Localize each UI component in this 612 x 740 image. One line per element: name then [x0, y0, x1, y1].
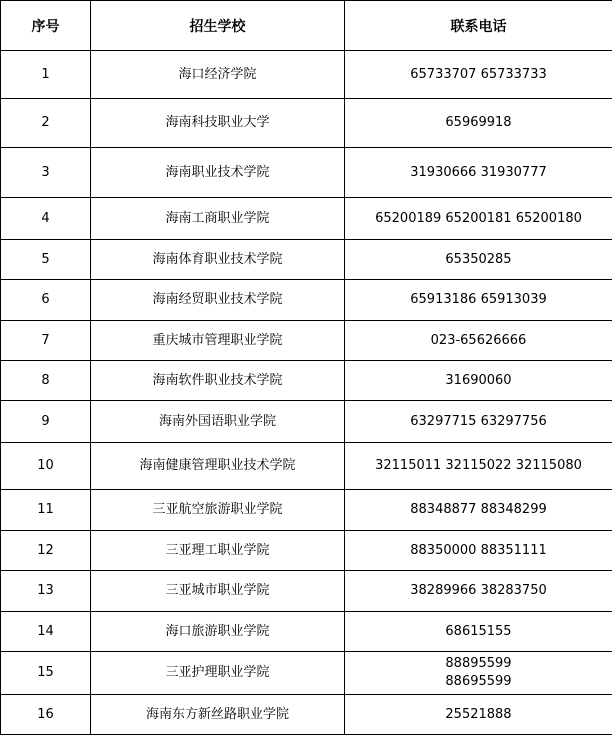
phone-number: 65969918	[445, 115, 512, 130]
table-row	[1, 571, 612, 612]
phone-cell	[345, 531, 612, 571]
phone-cell	[345, 695, 612, 735]
phone-number: 32115011 32115022 32115080	[375, 458, 582, 473]
header-phone: 联系电话	[345, 1, 612, 51]
school-name: 海口经济学院	[91, 51, 345, 99]
row-number: 4	[1, 198, 91, 240]
table-row	[1, 652, 612, 695]
phone-number: 63297715 63297756	[410, 413, 547, 429]
table-row	[1, 99, 612, 148]
phone-cell	[345, 99, 612, 148]
phone-cell	[345, 148, 612, 198]
school-name: 海口旅游职业学院	[91, 612, 345, 652]
phone-number: 023-65626666	[430, 332, 527, 348]
row-number: 10	[1, 443, 91, 490]
table-row	[1, 240, 612, 280]
school-name: 海南科技职业大学	[91, 99, 345, 148]
school-name: 海南健康管理职业技术学院	[91, 443, 345, 490]
phone-cell	[345, 443, 612, 490]
table-row	[1, 280, 612, 321]
phone-cell	[345, 401, 612, 443]
row-number: 2	[1, 99, 91, 148]
row-number: 5	[1, 240, 91, 280]
table-row	[1, 490, 612, 531]
school-name: 三亚护理职业学院	[91, 652, 345, 695]
table-row	[1, 321, 612, 361]
phone-number: 65913186 65913039	[410, 292, 547, 307]
phone-cell	[345, 612, 612, 652]
phone-cell	[345, 240, 612, 280]
header-number: 序号	[1, 1, 91, 51]
row-number: 6	[1, 280, 91, 321]
row-number: 13	[1, 571, 91, 612]
phone-number: 88895599	[445, 656, 512, 671]
school-name: 海南体育职业技术学院	[91, 240, 345, 280]
row-number: 11	[1, 490, 91, 531]
phone-number: 88350000 88351111	[410, 542, 547, 558]
phone-cell	[345, 198, 612, 240]
row-number: 9	[1, 401, 91, 443]
header-row	[1, 1, 612, 51]
school-name: 海南东方新丝路职业学院	[91, 695, 345, 735]
row-number: 7	[1, 321, 91, 361]
school-name: 海南软件职业技术学院	[91, 361, 345, 401]
phone-number: 88348877 88348299	[410, 502, 547, 517]
phone-cell	[345, 321, 612, 361]
row-number: 15	[1, 652, 91, 695]
phone-cell	[345, 571, 612, 612]
table-row	[1, 148, 612, 198]
row-number: 1	[1, 51, 91, 99]
phone-cell	[345, 652, 612, 695]
phone-cell	[345, 490, 612, 531]
table-row	[1, 51, 612, 99]
row-number: 12	[1, 531, 91, 571]
phone-number: 25521888	[445, 706, 512, 722]
school-name: 三亚航空旅游职业学院	[91, 490, 345, 531]
phone-number: 31930666 31930777	[410, 164, 547, 180]
row-number: 16	[1, 695, 91, 735]
phone-number: 65733707 65733733	[410, 66, 547, 82]
phone-cell	[345, 361, 612, 401]
school-name: 海南经贸职业技术学院	[91, 280, 345, 321]
phone-number: 88695599	[445, 674, 512, 689]
school-name: 海南外国语职业学院	[91, 401, 345, 443]
table-row	[1, 401, 612, 443]
row-number: 14	[1, 612, 91, 652]
table-row	[1, 443, 612, 490]
phone-cell	[345, 51, 612, 99]
school-name: 海南职业技术学院	[91, 148, 345, 198]
table-row	[1, 531, 612, 571]
header-school: 招生学校	[91, 1, 345, 51]
phone-number: 65350285	[445, 251, 512, 267]
phone-number: 38289966 38283750	[410, 583, 547, 598]
row-number: 8	[1, 361, 91, 401]
phone-number: 65200189 65200181 65200180	[375, 210, 582, 226]
phone-cell	[345, 280, 612, 321]
school-name: 重庆城市管理职业学院	[91, 321, 345, 361]
phone-number: 31690060	[445, 372, 512, 388]
phone-number: 68615155	[445, 623, 512, 639]
school-name: 海南工商职业学院	[91, 198, 345, 240]
row-number: 3	[1, 148, 91, 198]
table-row	[1, 198, 612, 240]
school-name: 三亚理工职业学院	[91, 531, 345, 571]
table-row	[1, 612, 612, 652]
table-row	[1, 695, 612, 735]
table-row	[1, 361, 612, 401]
school-name: 三亚城市职业学院	[91, 571, 345, 612]
